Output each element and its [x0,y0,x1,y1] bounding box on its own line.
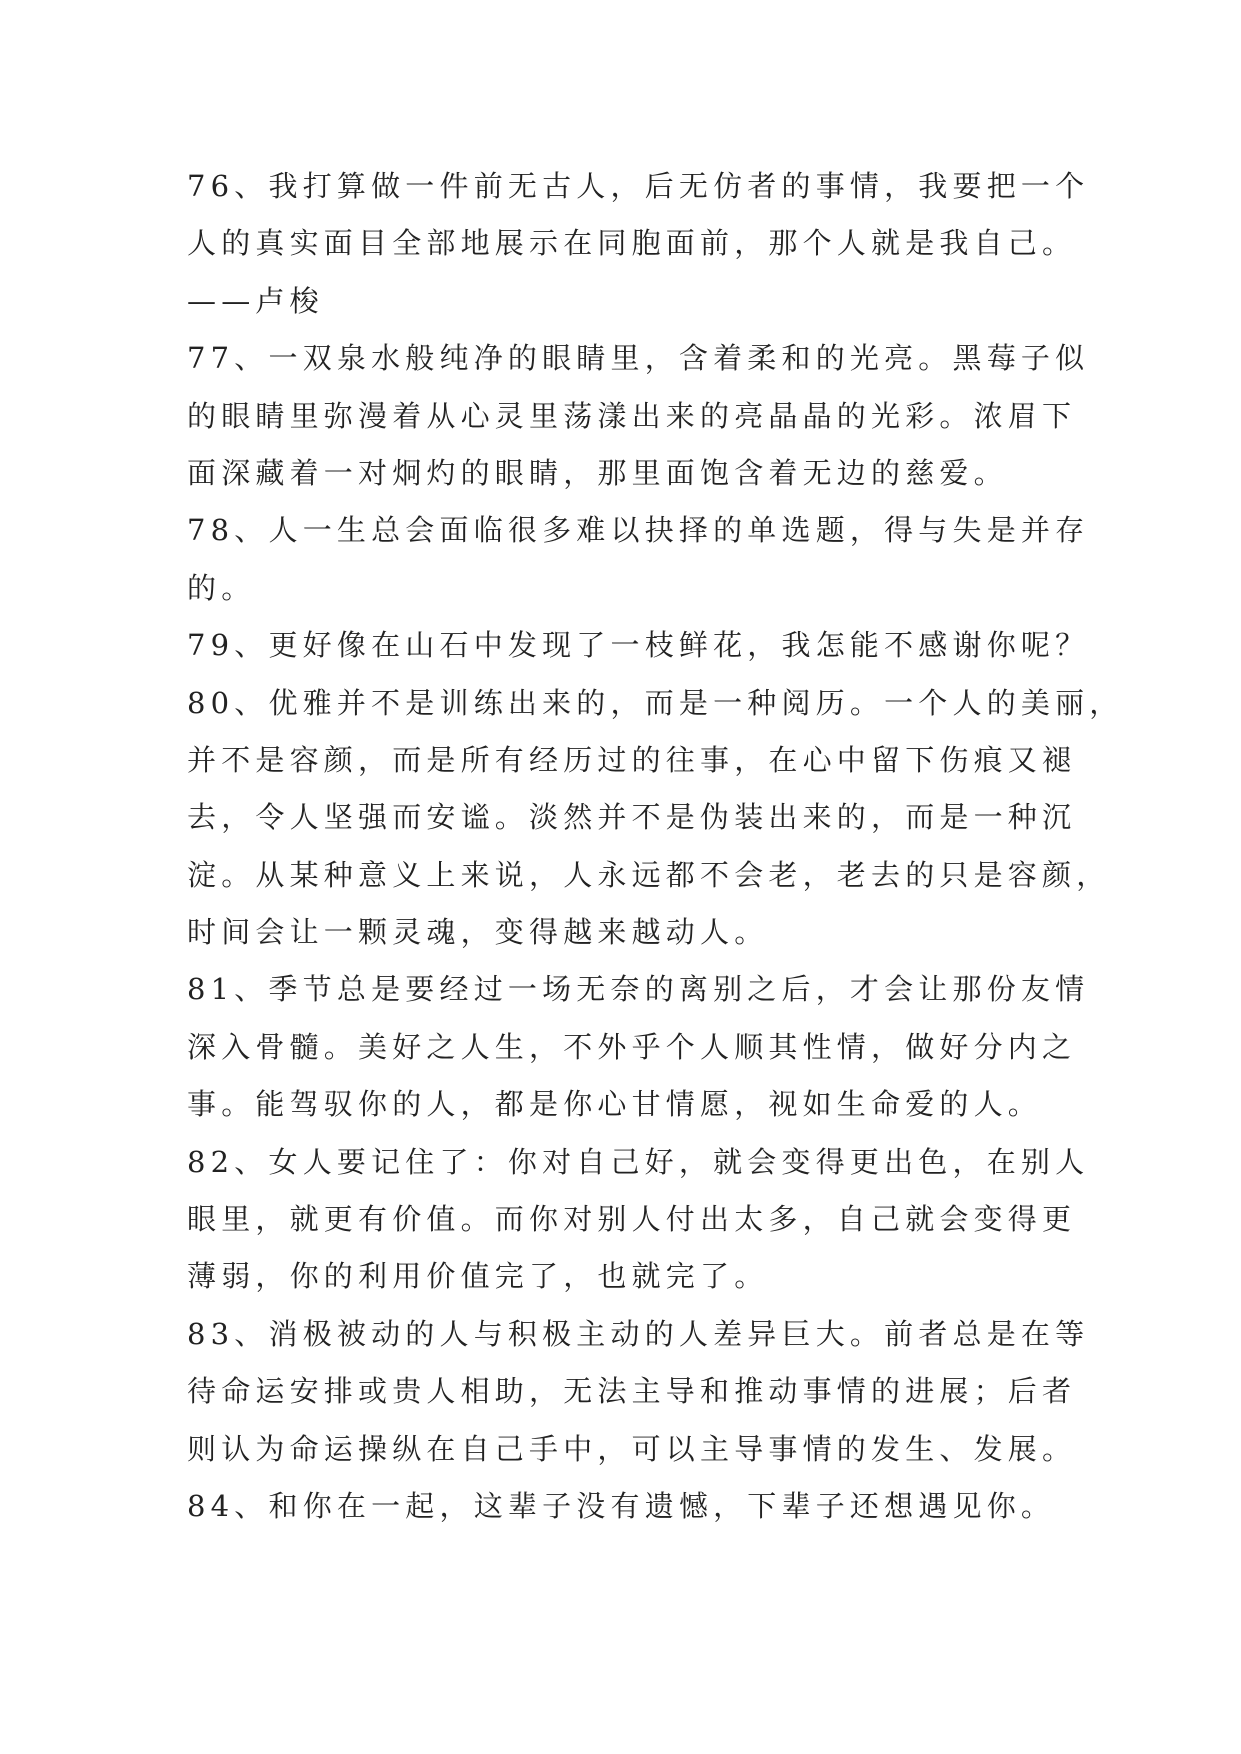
text-line: 则认为命运操纵在自己手中，可以主导事情的发生、发展。 [187,1431,1077,1466]
text-line: 的。 [187,570,256,605]
document-body [187,158,1124,1535]
text-line: 淀。从某种意义上来说，人永远都不会老，老去的只是容颜， [187,857,1111,892]
text-line: 眼里，就更有价值。而你对别人付出太多，自己就会变得更 [187,1202,1077,1237]
text-line: 时间会让一颗灵魂，变得越来越动人。 [187,915,769,950]
text-line: 的眼睛里弥漫着从心灵里荡漾出来的亮晶晶的光彩。浓眉下 [187,398,1077,433]
text-line: 面深藏着一对炯灼的眼睛，那里面饱含着无边的慈爱。 [187,455,1008,490]
text-line: 薄弱，你的利用价值完了，也就完了。 [187,1259,769,1294]
text-line: 84、和你在一起，这辈子没有遗憾，下辈子还想遇见你。 [187,1488,1056,1523]
text-line: 去，令人坚强而安谧。淡然并不是伪装出来的，而是一种沉 [187,800,1077,835]
text-line: 79、更好像在山石中发现了一枝鲜花，我怎能不感谢你呢？ [187,628,1090,663]
text-line: ——卢梭 [187,283,324,318]
text-line: 80、优雅并不是训练出来的，而是一种阅历。一个人的美丽， [187,685,1124,720]
text-line: 76、我打算做一件前无古人，后无仿者的事情，我要把一个 [187,169,1090,203]
text-line: 人的真实面目全部地展示在同胞面前，那个人就是我自己。 [187,226,1077,261]
text-line: 并不是容颜，而是所有经历过的往事，在心中留下伤痕又褪 [187,742,1077,777]
text-line: 78、人一生总会面临很多难以抉择的单选题，得与失是并存 [187,513,1090,548]
text-line: 81、季节总是要经过一场无奈的离别之后，才会让那份友情 [187,972,1090,1007]
text-line: 待命运安排或贵人相助，无法主导和推动事情的进展；后者 [187,1374,1077,1409]
text-line: 事。能驾驭你的人，都是你心甘情愿，视如生命爱的人。 [187,1087,1043,1122]
text-line: 82、女人要记住了：你对自己好，就会变得更出色，在别人 [187,1144,1090,1179]
text-line: 83、消极被动的人与积极主动的人差异巨大。前者总是在等 [187,1316,1090,1351]
text-line: 77、一双泉水般纯净的眼睛里，含着柔和的光亮。黑莓子似 [187,341,1090,376]
text-line: 深入骨髓。美好之人生，不外乎个人顺其性情，做好分内之 [187,1029,1077,1064]
